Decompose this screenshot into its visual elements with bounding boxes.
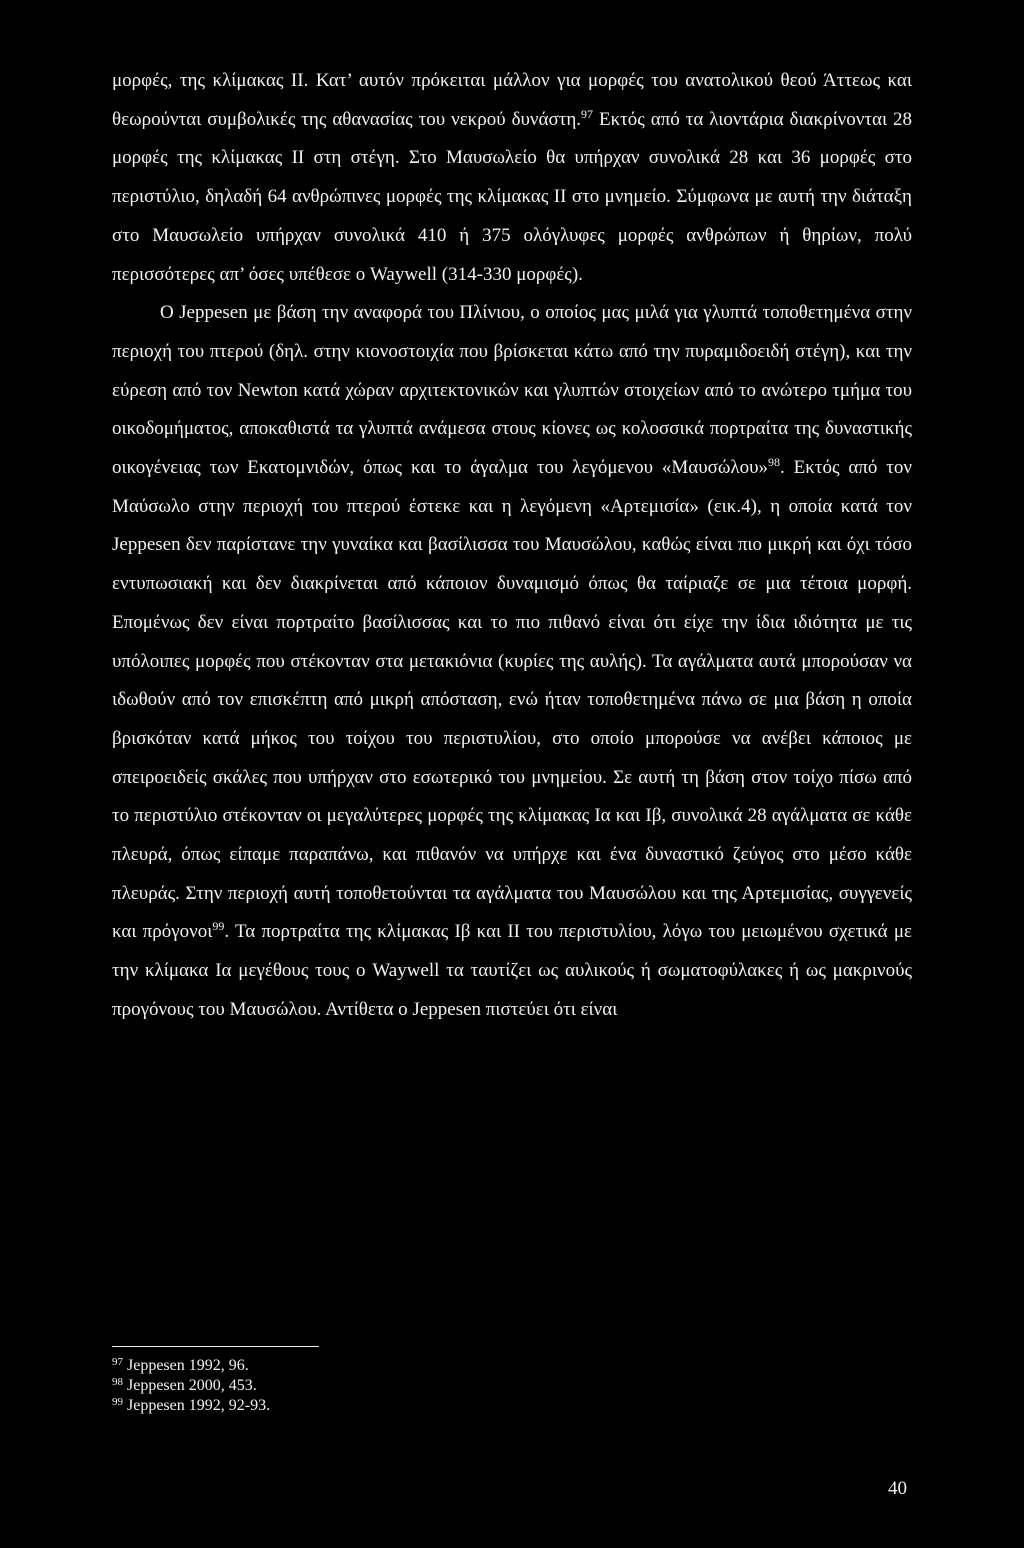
paragraph-1-text: Εκτός από τα λιοντάρια διακρίνονται 28 μορφές της κλίμακας ΙΙ στη στέγη. Στο Μαυσωλείο θα υπήρχαν συνολικά 28 και 36 μορφές στο περιστύλιο, δηλαδή 64 ανθρώπινες μορφές της κλίμακας ΙΙ στο μνημείο. Σύμφωνα με αυτή την διάταξη στο Μαυσωλείο υπήρχαν συνολικά 410 ή 375 ολόγλυφες μορφές ανθρώπων ή θηρίων, πολύ περισσότερες απ’ όσες υπέθεσε ο Waywell (314-330 μορφές).	[112, 108, 912, 285]
footnote-text: Jeppesen 1992, 96.	[127, 1357, 249, 1374]
footnote-text: Jeppesen 2000, 453.	[127, 1377, 257, 1394]
footnote-text: Jeppesen 1992, 92-93.	[127, 1397, 271, 1414]
paragraph-2-text: Ο Jeppesen με βάση την αναφορά του Πλίνιου, ο οποίος μας μιλά για γλυπτά τοποθετημένα στην περιοχή του πτερού (δηλ. στην κιονοστοιχία που βρίσκεται κάτω από την πυραμιδοειδή στέγη), και την εύρεση από τον Newton κατά χώραν αρχιτεκτονικών και γλυπτών στοιχείων από το ανώτερο τμήμα του οικοδομήματος, αποκαθιστά τα γλυπτά ανάμεσα στους κίονες ως κολοσσικά πορτραίτα της δυναστικής οικογένειας των Εκατομνιδών, όπως και το άγαλμα του λεγόμενου «Μαυσώλου»	[112, 302, 912, 479]
paragraph-1	[112, 62, 912, 294]
footnote-ref-98[interactable]: 98	[768, 455, 780, 470]
paragraph-2	[112, 294, 912, 1029]
paragraph-2-text: . Τα πορτραίτα της κλίμακας Ιβ και ΙΙ του περιστυλίου, λόγω του μειωμένου σχετικά με την κλίμακα Ια μεγέθους τους ο Waywell τα ταυτίζει ως αυλικούς ή σωματοφύλακες ή ως μακρινούς προγόνους του Μαυσώλου. Αντίθετα ο Jeppesen πιστεύει ότι είναι	[112, 921, 912, 1020]
footnote-ref-99[interactable]: 99	[212, 919, 225, 934]
footnote-99	[112, 1396, 270, 1416]
footnote-separator	[112, 1346, 319, 1347]
footnote-97	[112, 1356, 270, 1376]
footnote-98	[112, 1376, 270, 1396]
footnote-number: 97	[112, 1356, 123, 1368]
page-number: 40	[888, 1478, 907, 1499]
footnote-ref-97[interactable]: 97	[581, 106, 594, 121]
paragraph-1-text: μορφές, της κλίμακας ΙΙ. Κατ’ αυτόν πρόκειται μάλλον για μορφές του ανατολικού θεού Άττεως και θεωρούνται συμβολικές της αθανασίας του νεκρού δυνάστη.	[112, 70, 912, 130]
paragraph-2-text: . Εκτός από τον Μαύσωλο στην περιοχή του πτερού έστεκε και η λεγόμενη «Αρτεμισία» (εικ.4), η οποία κατά τον Jeppesen δεν παρίστανε την γυναίκα και βασίλισσα του Μαυσώλου, καθώς είναι πιο μικρή και όχι τόσο εντυπωσιακή και δεν διακρίνεται από κάποιον δυναμισμό όπως θα ταίριαζε σε μια τέτοια μορφή. Επομένως δεν είναι πορτραίτο βασίλισσας και το πιο πιθανό είναι ότι είχε την ίδια ιδιότητα με τις υπόλοιπες μορφές που στέκονταν στα μετακιόνια (κυρίες της αυλής). Τα αγάλματα αυτά μπορούσαν να ιδωθούν από τον επισκέπτη από μικρή απόσταση, ενώ ήταν τοποθετημένα πάνω σε μια βάση η οποία βρισκόταν κατά μήκος του τοίχου του περιστυλίου, στο οποίο μπορούσε να ανέβει κάποιος με σπειροειδείς σκάλες που υπήρχαν στο εσωτερικό του μνημείου. Σε αυτή τη βάση στον τοίχο πίσω από το περιστύλιο στέκονταν οι μεγαλύτερες μορφές της κλίμακας Ια και Ιβ, συνολικά 28 αγάλματα σε κάθε πλευρά, όπως είπαμε παραπάνω, και πιθανόν να υπήρχε και ένα δυναστικό ζεύγος στο μέσο κάθε πλευράς. Στην περιοχή αυτή τοποθετούνται τα αγάλματα του Μαυσώλου και της Αρτεμισίας, συγγενείς και πρόγονοι	[112, 457, 912, 943]
footnotes	[112, 1356, 270, 1416]
footnote-number: 99	[112, 1396, 123, 1408]
body-text	[112, 62, 912, 1030]
footnote-number: 98	[112, 1376, 123, 1388]
